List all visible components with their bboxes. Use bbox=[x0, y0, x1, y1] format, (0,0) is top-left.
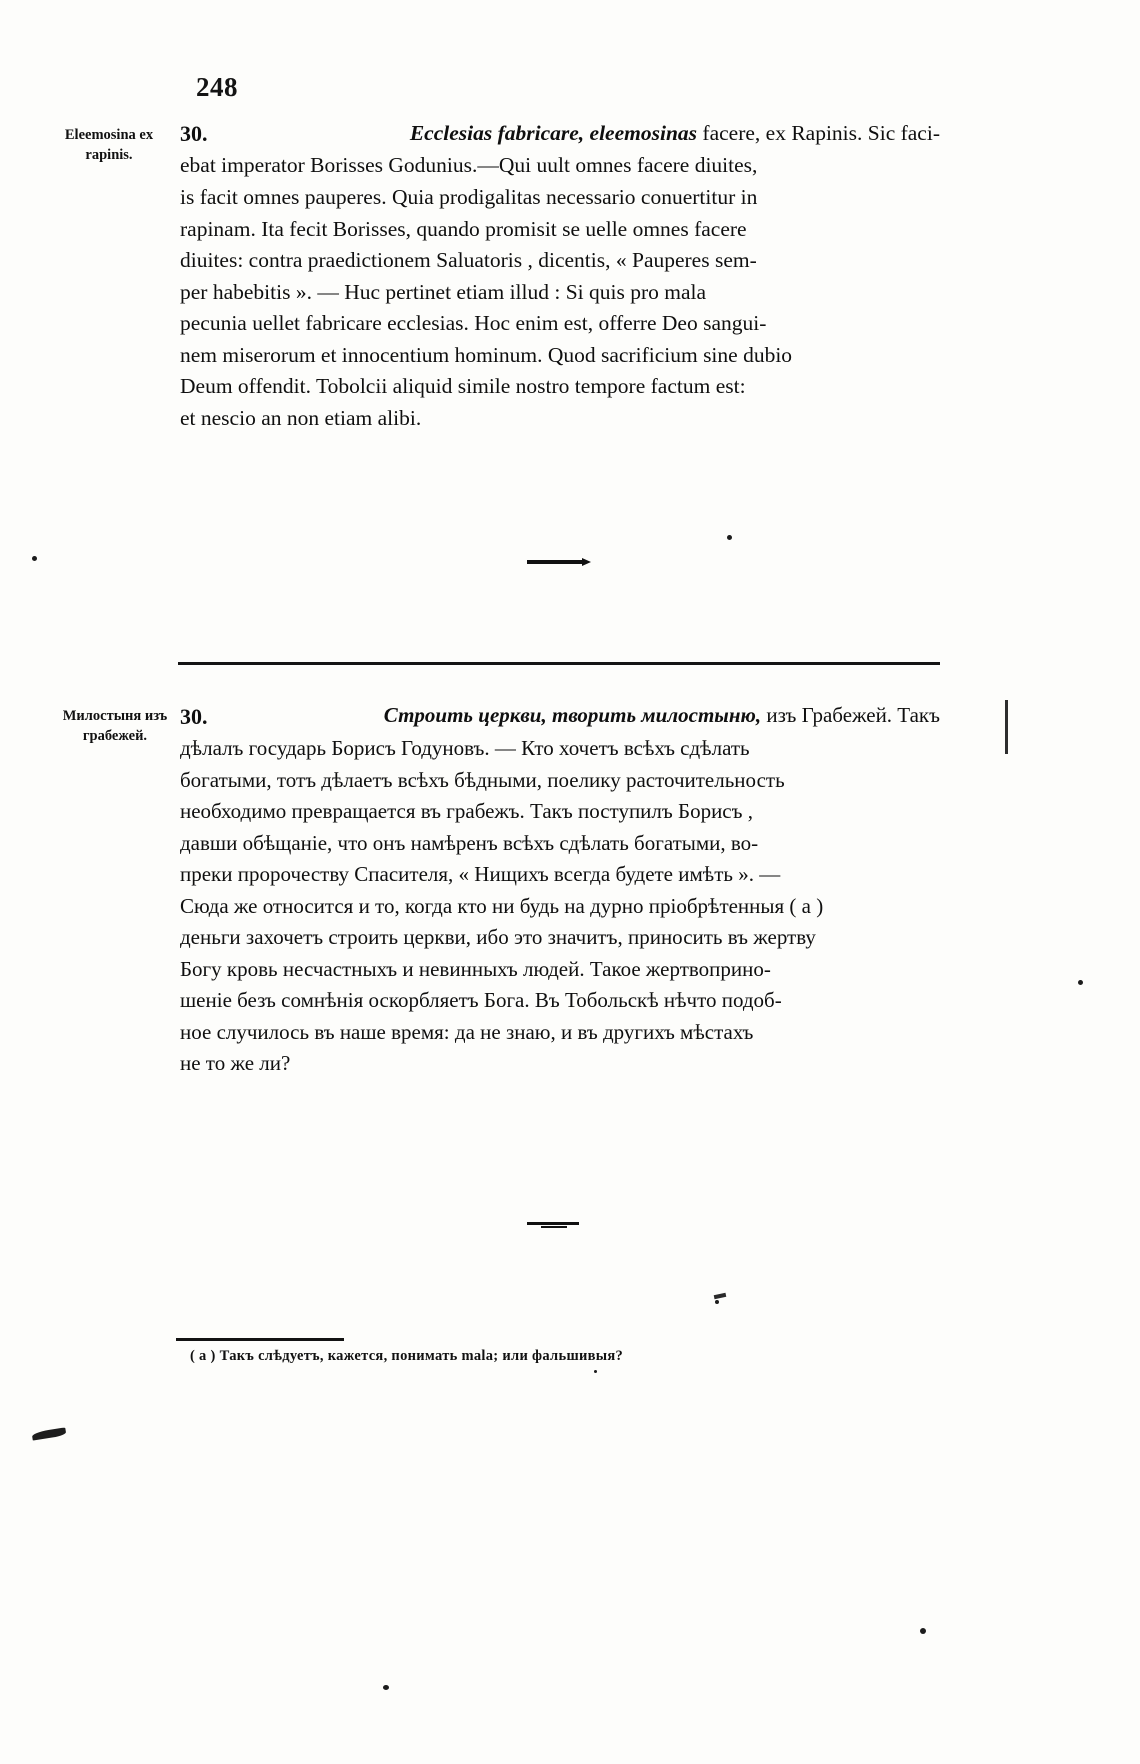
russian-line-4: необходимо превращается въ грабежъ. Такъ поступилъ Борисъ , bbox=[180, 799, 753, 823]
page-number: 248 bbox=[196, 72, 238, 102]
latin-line-3: is facit omnes pauperes. Quia prodigalitas necessario conuertitur in bbox=[180, 184, 758, 209]
russian-line-1-text: Строить церкви, творить милостыню, изъ Грабежей. Такъ bbox=[383, 703, 940, 727]
margin-note-latin-line2: rapinis. bbox=[85, 146, 133, 163]
latin-line-9: Deum offendit. Tobolcii aliquid simile nostro tempore factum est: bbox=[180, 374, 746, 399]
latin-line-5: diuites: contra praedictionem Saluatoris , dicentis, « Pauperes sem- bbox=[180, 248, 757, 273]
latin-line-7: pecunia uellet fabricare ecclesias. Hoc enim est, offerre Deo sangui- bbox=[180, 311, 767, 336]
section-divider-ornament bbox=[527, 560, 582, 564]
latin-line-2: ebat imperator Borisses Godunius.—Qui uult omnes facere diuites, bbox=[180, 153, 758, 178]
margin-note-russian-line2: грабежей. bbox=[82, 727, 148, 744]
section-divider-rule bbox=[178, 662, 940, 665]
russian-line-11: ное случилось въ наше время: да не знаю, и въ другихъ мѣстахъ bbox=[180, 1019, 754, 1044]
scan-swoosh-mark bbox=[32, 1427, 67, 1440]
scan-edge-tick bbox=[1005, 700, 1008, 754]
russian-line-5: давши обѣщаніе, что онъ намѣренъ всѣхъ сдѣлать богатыми, во- bbox=[180, 830, 759, 855]
russian-line-2: дѣлалъ государь Борисъ Годуновъ. — Кто хочетъ всѣхъ сдѣлать bbox=[180, 736, 750, 760]
latin-line-1 bbox=[180, 118, 940, 150]
russian-line-9: Богу кровь несчастныхъ и невинныхъ людей. Такое жертвоприно- bbox=[180, 956, 771, 981]
scan-speck-icon bbox=[727, 535, 732, 540]
russian-line-12: не то же ли? bbox=[180, 1051, 291, 1075]
latin-line-10: et nescio an non etiam alibi. bbox=[180, 406, 422, 431]
russian-line-6: преки пророчеству Спасителя, « Нищихъ всегда будете имѣть ». — bbox=[180, 862, 781, 886]
lower-divider-ornament bbox=[527, 1222, 579, 1225]
russian-line-1 bbox=[180, 700, 940, 733]
russian-line-7: Сюда же относится и то, когда кто ни будь на дурно пріобрѣтенныя ( a ) bbox=[180, 893, 824, 918]
russian-paragraph bbox=[180, 700, 940, 1080]
scan-speck-icon bbox=[32, 556, 37, 561]
margin-note-russian bbox=[40, 707, 190, 746]
margin-note-russian-line1: Милостыня изъ bbox=[62, 708, 168, 724]
latin-line-1-text: Ecclesias fabricare, eleemosinas facere, ex Rapinis. Sic faci- bbox=[409, 121, 940, 145]
latin-line-8: nem miserorum et innocentium hominum. Quod sacrificium sine dubio bbox=[180, 342, 793, 367]
margin-note-latin bbox=[44, 126, 174, 165]
scan-speck-icon bbox=[1078, 980, 1083, 985]
footnote-separator-rule bbox=[176, 1338, 344, 1341]
latin-paragraph-number: 30. bbox=[180, 121, 208, 146]
russian-paragraph-number: 30. bbox=[180, 704, 208, 729]
scan-speck-icon bbox=[920, 1628, 926, 1634]
margin-note-latin-line1: Eleemosina ex bbox=[64, 127, 154, 143]
latin-line-6: per habebitis ». — Huc pertinet etiam illud : Si quis pro mala bbox=[180, 279, 707, 304]
latin-line-4: rapinam. Ita fecit Borisses, quando promisit se uelle omnes facere bbox=[180, 216, 747, 241]
scan-edge-mark bbox=[714, 1293, 727, 1299]
footnote-text: ( a ) Такъ слѣдуетъ, кажется, понимать mala; или фальшивыя? bbox=[190, 1348, 624, 1364]
latin-paragraph-block bbox=[180, 118, 940, 435]
latin-paragraph bbox=[180, 118, 940, 435]
russian-line-10: шеніе безъ сомнѣнія оскорбляетъ Бога. Въ Тобольскѣ нѣчто подоб- bbox=[180, 988, 782, 1012]
scan-speck-icon bbox=[383, 1685, 389, 1690]
russian-line-8: деньги захочетъ строить церкви, ибо это значитъ, приносить въ жертву bbox=[180, 925, 816, 949]
scan-speck-icon bbox=[594, 1370, 597, 1373]
scan-speck-icon bbox=[715, 1300, 719, 1304]
russian-line-3: богатыми, тотъ дѣлаетъ всѣхъ бѣдными, поелику расточительность bbox=[180, 767, 785, 792]
russian-paragraph-block bbox=[180, 700, 940, 1080]
